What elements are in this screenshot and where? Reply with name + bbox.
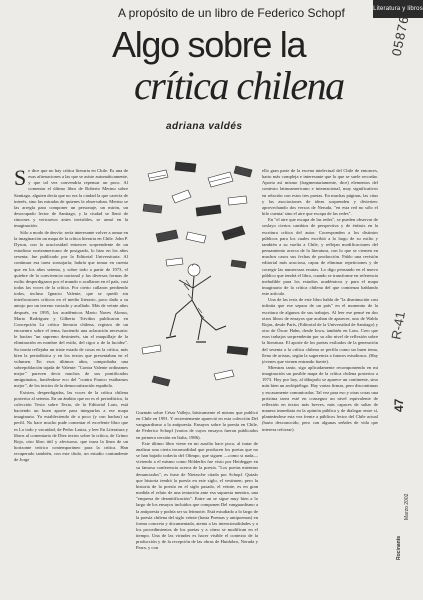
paragraph: ello gran parte de la escena intelectual del Chile de entonces, harto más compleja e interesante que lo que se suele recordar. Aporta así mismo (fragmentariamente, dice) elementos del contexto latinoamericano e internacional, muy significativos en relación con estos tres poetas. En muchas páginas, las citas y las asociaciones de ideas sorprenden y divierten: aprovechando dos versos de Neruda, "en esta red no sólo el hilo cuenta/ sino el aire que escapa de las redes". (262, 168, 378, 217)
paragraph: Sólo a modo de desvío: sería interesante volver a armar en la imaginación un mapa de la crítica literaria en Chile. John P. Dyson, con la acuciosidad entonces sorprendente de un estudioso norteamericano de postgrado, lo hizo en los años sesenta; fue publicado por la Editorial Universitaria. Al continuar esa tarea sonsojaría; habría que tomar en cuenta que en los años setenta, y sobre todo a partir de 1973, el quiebre de la convivencia nacional y las diversas formas de exilio desperdigaron por el mundo o acallaron en el país, casi todas las voces de la crítica. Por cierto callaron perdiendo todos, incluso Ignacio Valente, que se quedó sin interlocutores críticos en el medio literario, poco dado a su antojo por un terreno vaciado y acallado. Más de veinte años después, en 1995, los académicos Mario Naves Alonso, Mario Rodríguez y Gilberto Triviños publicaron en Concepción La crítica literaria chilena, registro de un encuentro sobre el tema, haciendo una aclaración necesaria: le hacían "un supremo desinterés, sin el maquillaje de la eliminación en nombre del estilo, del rigor o de la lucidez". Su ironía reflejaba un triste estado de cosas en la crítica, más bien la periodística y en los textos que presentaban en el volumen. En esos últimos años, comprobaba una sobrepoblación tajada de Valente: "Contra Valente ordinames mejor" parecen decir muchos de sus pontificados amiguinatos, hacíéndose eco del "contra Franco estábamos mejor", de los inicios de la democratización española. (14, 229, 128, 389)
text-column-3 (262, 168, 378, 596)
paragraph: Este último libro viene en mi auxilio hace poco, al tratar de analizar una cierta incomodidad que producen los poetas que no se han bajado todavía del Olimpo, que siguen —como si nada— viviendo a el mismo como Hölderlin fue visto por Heidegger en su famosa conferencia acerca de la poesía. "Los poetas mientras denunciados", es frase de Nietzsche citada por Schopf. Quizás que historia tendrá la poesía en este siglo, el vestimen; pero la historia de la poesía en el siglo pasado, el veinte, es en gran medida el relato de una tentación ante esa supuesta mentira, una "empresa de desmitificación". Entre un se sigue muy bien a lo largo de los ensayos incluidos que componen Del vanguardismo a la antipoesía y podría ser su leitmotiv. Está estudiado a lo largo de la poesía chilena del siglo veinte (hasta Poemas y antipoemas) en forma concreta y documentada, atenta a las intencionalidades y a los procedimientos de los poetas y a cómo se modifican en el tiempo. Una de las virtudes es hacer visible el contexto de la producción y de la recepción de las obras de Huidobro, Neruda y Parra, y con (136, 440, 258, 551)
article-author: adriana valdés (166, 121, 243, 132)
paragraph: En "el aire que escapa de las redes", se pueden observar de soslayo ciertos cambios de perspectiva y de énfasis en la escritura crítica del autor. Corresponden a los distintos públicos para los cuales escribió a lo largo de su exilio y también a su vuelta a Chile, y reflejan modificaciones del pensamiento acerca de la literatura, con lo que se ciernen en muchos casos sus fechas de producción. Pablo una revisión editorial más acuciosa, capaz de eliminar repeticiones y de corregir las numerosas erratas. Lo digo pensando en el nuevo público que tendrá el libro, cuando se transforme en referencia ineludible para los estudios académicos y para el mapa imaginario de la crítica chilena del que comienza hablando este artículo. (262, 217, 378, 297)
paragraph: Guzmán sobre César Vallejo, básicamente el mismo que publicó en Chile en 1991. Y recientemente apareció en esta colección Del vanguardismo a la antipoesía. Ensayos sobre la poesía en Chile, de Federico Schopf (varios de cuyos ensayos fueron publicados en primera versión en Italia, 1986). (136, 410, 258, 440)
article-title-line-1: Algo sobre la (112, 24, 306, 65)
handwritten-note: 05876 (388, 14, 412, 58)
section-tab: Literatura y libros (373, 0, 423, 18)
article-kicker: A propósito de un libro de Federico Schopf (118, 6, 345, 20)
article-title-line-2: crítica chilena (134, 63, 344, 108)
text-column-1 (14, 168, 128, 596)
text-column-2 (136, 410, 258, 596)
issue-date: Marzo 2002 (404, 493, 410, 520)
page-number: 47 (392, 398, 406, 412)
collage-illustration (136, 148, 260, 408)
handwritten-page-number: R-41 (388, 310, 408, 341)
drop-cap: S (14, 168, 27, 190)
paragraph: Mientras tanto, sigo aplicadamente recomponiendo en mi imaginación un posible mapa de la crítica chilena posterior a 1973. Hoy por hoy, al dibujarlo se aparece un continente, sino más bien un archipiélago. Hay varias firmas, pero discontinuas y escasamente comunicadas. Tal vez para eso y otras cosas una próxima tarea esté en conseguir un nivel equivalente de reflexión en textos más breves, más capaces de saltar de manera inmediata en la opinión pública y de dialogar entre sí, planteándose esta vez frente a públicos lector del Chile actual (harto desconocido, pero con algunas señales de vida que interesa reforzar). (262, 365, 378, 432)
paragraph: Existen, desperdigadas, las voces de la crítica chilena posterior al setenta. En un ámbito que no es el periodístico, la colección Texto sobre Texto, de la Editorial Lom, está haciendo un buen aporte para integrarlas a ese mapa imaginario. Ya estableciendo de a poco (y con hachas) su perfil. No hace mucho pude comentar el excelente libro que es Lo todo y vacuidad, de Pedro Lastra, y leer En Literatura y libros al comentario de Diez textos sobre la crítica, de Grínor Rojo, otro libro útil y afectuoso, que traza la línea de un horizonte teórico contemporáneo para la crítica. Han recuperado también, con este título, un estudio contundente de Jorge (14, 389, 128, 463)
paragraph-text: e dice que no hay crítica literaria en Chile. Es una de esas afirmaciones a las que se asiste automáticamente, y que tal vez convendría repensar un poco. Al comentar el último libro de Roberto Merino sobre Santiago, alguien decía que no era la ciudad la que carecía de interés, sino las miradas de quienes la observaban. Merino se las arregla para componer un personaje, un mirón, un desocupado lector de Santiago, y la ciudad se llenó de rincones y vericuetos antes invisibles, se armó en la imaginación. (14, 168, 128, 229)
magazine-name: Rocinante (396, 535, 402, 560)
paragraph (14, 168, 128, 230)
paragraph: Una de las tesis de este libro habla de "la disminución casi infinita que ese separa de un país" en el momento de la escritura de algunos de sus trabajos. Al leer ese pensé en dos otros libros de ensayos que acaban de aparecer, uno de Waldo Rojas, desde París, (Editorial de la Universidad de Santiago) y otro de Óscar Hahn, desde Iowa, también en Lom. Creo que esos trabajos sorprenderán por su alto nivel de reflexión sobre la literatura. El aporte de los poetas exiliados de la generación del sesenta a la crítica chilena se perfila como un buen tema, lleno de aristas, según la sugerencia a futuros estudiosos. (Hay jóvenes que vienen entrando fuerte). (262, 297, 378, 364)
